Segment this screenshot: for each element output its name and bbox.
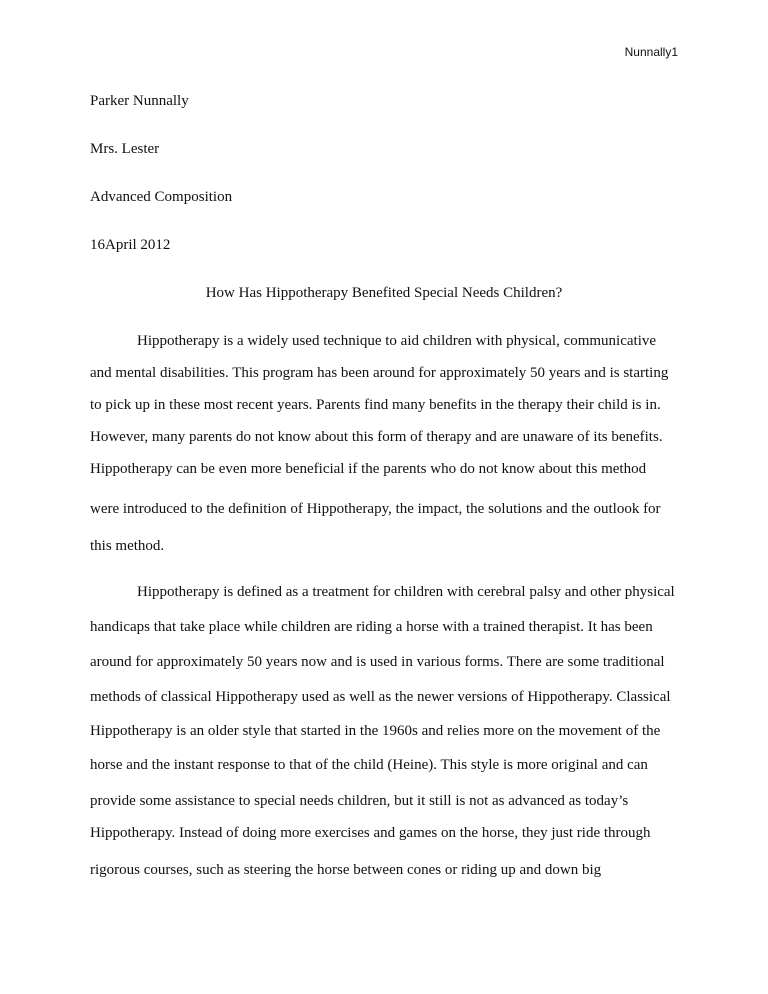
paragraph-line: Hippotherapy is defined as a treatment for children with cerebral palsy and other physical [137,584,675,600]
course-name: Advanced Composition [90,189,233,205]
paragraph-line: Hippotherapy. Instead of doing more exercises and games on the horse, they just ride through [90,825,651,841]
essay-title: How Has Hippotherapy Benefited Special Needs Children? [205,285,563,301]
paragraph-line: methods of classical Hippotherapy used as well as the newer versions of Hippotherapy. Classical [90,689,671,705]
paragraph-line: horse and the instant response to that of the child (Heine). This style is more original and can [90,757,648,773]
running-header: Nunnally1 [624,45,678,59]
paragraph-line: rigorous courses, such as steering the horse between cones or riding up and down big [90,862,602,878]
paragraph-line: were introduced to the definition of Hippotherapy, the impact, the solutions and the outlook for [90,501,661,517]
paragraph-line: Hippotherapy can be even more beneficial if the parents who do not know about this method [90,461,647,477]
paragraph-line: this method. [90,538,165,554]
paragraph-line: Hippotherapy is an older style that started in the 1960s and relies more on the movement of the [90,723,661,739]
paragraph-line: and mental disabilities. This program has been around for approximately 50 years and is starting [90,365,669,381]
date: 16April 2012 [90,237,171,253]
author-name: Parker Nunnally [90,93,189,109]
paragraph-line: provide some assistance to special needs children, but it still is not as advanced as today’s [90,793,629,809]
paragraph-line: to pick up in these most recent years. Parents find many benefits in the therapy their child is in. [90,397,661,413]
paragraph-line: Hippotherapy is a widely used technique to aid children with physical, communicative [137,333,657,349]
paragraph-line: around for approximately 50 years now and is used in various forms. There are some traditional [90,654,665,670]
instructor-name: Mrs. Lester [90,141,160,157]
paragraph-line: handicaps that take place while children are riding a horse with a trained therapist. It has been [90,619,653,635]
paragraph-line: However, many parents do not know about this form of therapy and are unaware of its benefits. [90,429,663,445]
